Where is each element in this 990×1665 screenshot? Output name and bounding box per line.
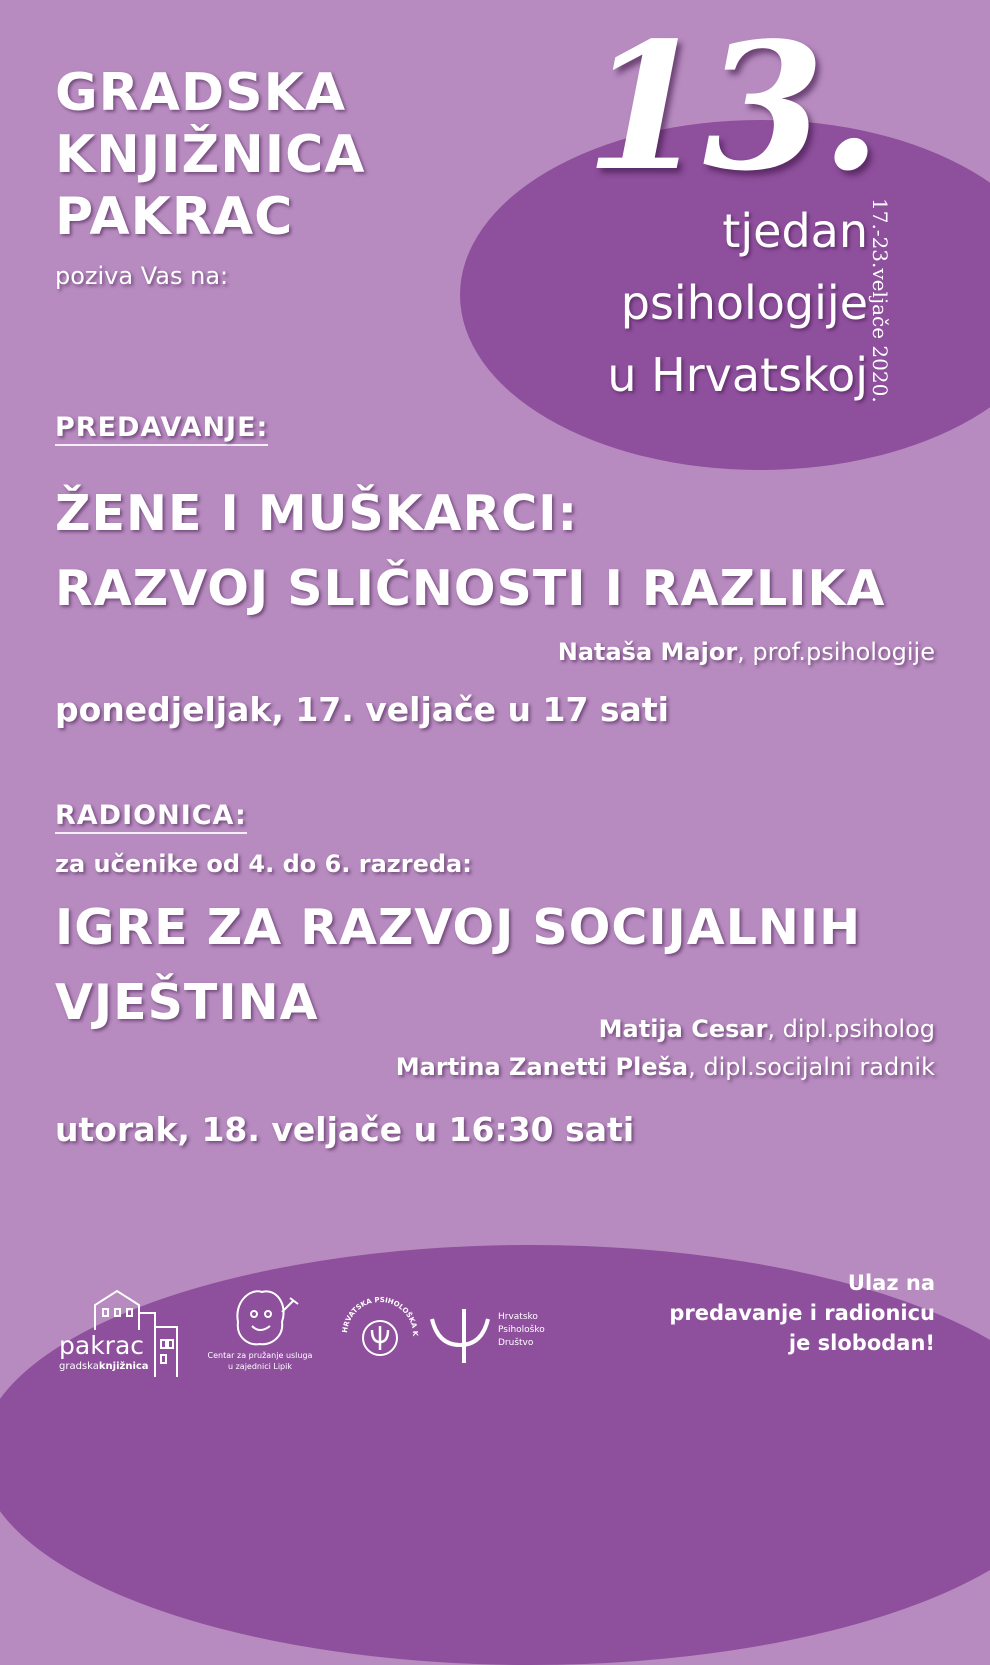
free-entry-line: Ulaz na	[847, 1271, 935, 1295]
event-dates: 17.-23.veljače 2020.	[868, 198, 892, 403]
event-title-line: u Hrvatskoj	[607, 348, 868, 402]
presenter-title: , dipl.psiholog	[767, 1015, 935, 1043]
invite-text: poziva Vas na:	[55, 262, 229, 290]
workshop-label: RADIONICA:	[55, 800, 247, 834]
event-title	[607, 195, 868, 411]
workshop-title-line: VJEŠTINA	[55, 974, 319, 1031]
workshop-title-line: IGRE ZA RAZVOJ SOCIJALNIH	[55, 899, 862, 956]
library-name-line: KNJIŽNICA	[55, 125, 366, 185]
library-name	[55, 62, 366, 248]
presenter-name: Nataša Major	[557, 638, 738, 666]
center-logo	[207, 1282, 313, 1392]
presenter-title: , dipl.socijalni radnik	[688, 1053, 935, 1081]
presenter-title: , prof.psihologije	[737, 638, 935, 666]
svg-text:HRVATSKA PSIHOLOŠKA KOMORA: HRVATSKA PSIHOLOŠKA K	[341, 1295, 420, 1337]
mascot-icon	[210, 1282, 310, 1350]
center-logo-text: Centar za pružanje usluga u zajednici Lipik	[207, 1351, 313, 1371]
free-entry-note	[669, 1268, 935, 1358]
society-logo-text: Hrvatsko Psihološko Društvo	[498, 1312, 545, 1348]
library-name-line: PAKRAC	[55, 187, 294, 247]
workshop-datetime: utorak, 18. veljače u 16:30 sati	[55, 1110, 635, 1149]
presenter-name: Martina Zanetti Pleša	[395, 1053, 689, 1081]
lecture-presenter	[558, 638, 935, 666]
workshop-presenter	[396, 1053, 935, 1081]
lecture-title-line: RAZVOJ SLIČNOSTI I RAZLIKA	[55, 560, 886, 617]
library-name-line: GRADSKA	[55, 63, 347, 123]
psi-seal-icon	[335, 1290, 425, 1380]
free-entry-line: predavanje i radionicu	[669, 1301, 935, 1325]
chamber-logo	[335, 1290, 425, 1380]
lecture-datetime: ponedjeljak, 17. veljače u 17 sati	[55, 690, 669, 729]
library-logo	[55, 1285, 185, 1385]
society-logo	[428, 1305, 558, 1375]
event-title-line: tjedan	[722, 204, 868, 258]
library-logo-sub: gradskaknjižnica	[59, 1361, 149, 1372]
lecture-title	[55, 476, 885, 626]
presenter-name: Matija Cesar	[598, 1015, 768, 1043]
psi-symbol-icon	[428, 1305, 494, 1365]
free-entry-line: je slobodan!	[788, 1331, 935, 1355]
event-number: 13.	[585, 5, 878, 210]
lecture-label: PREDAVANJE:	[55, 412, 268, 446]
library-logo-name: pakrac	[59, 1331, 145, 1360]
lecture-title-line: ŽENE I MUŠKARCI:	[55, 485, 579, 542]
workshop-presenter	[599, 1015, 935, 1043]
event-title-line: psihologije	[620, 276, 868, 330]
workshop-audience: za učenike od 4. do 6. razreda:	[55, 850, 472, 878]
